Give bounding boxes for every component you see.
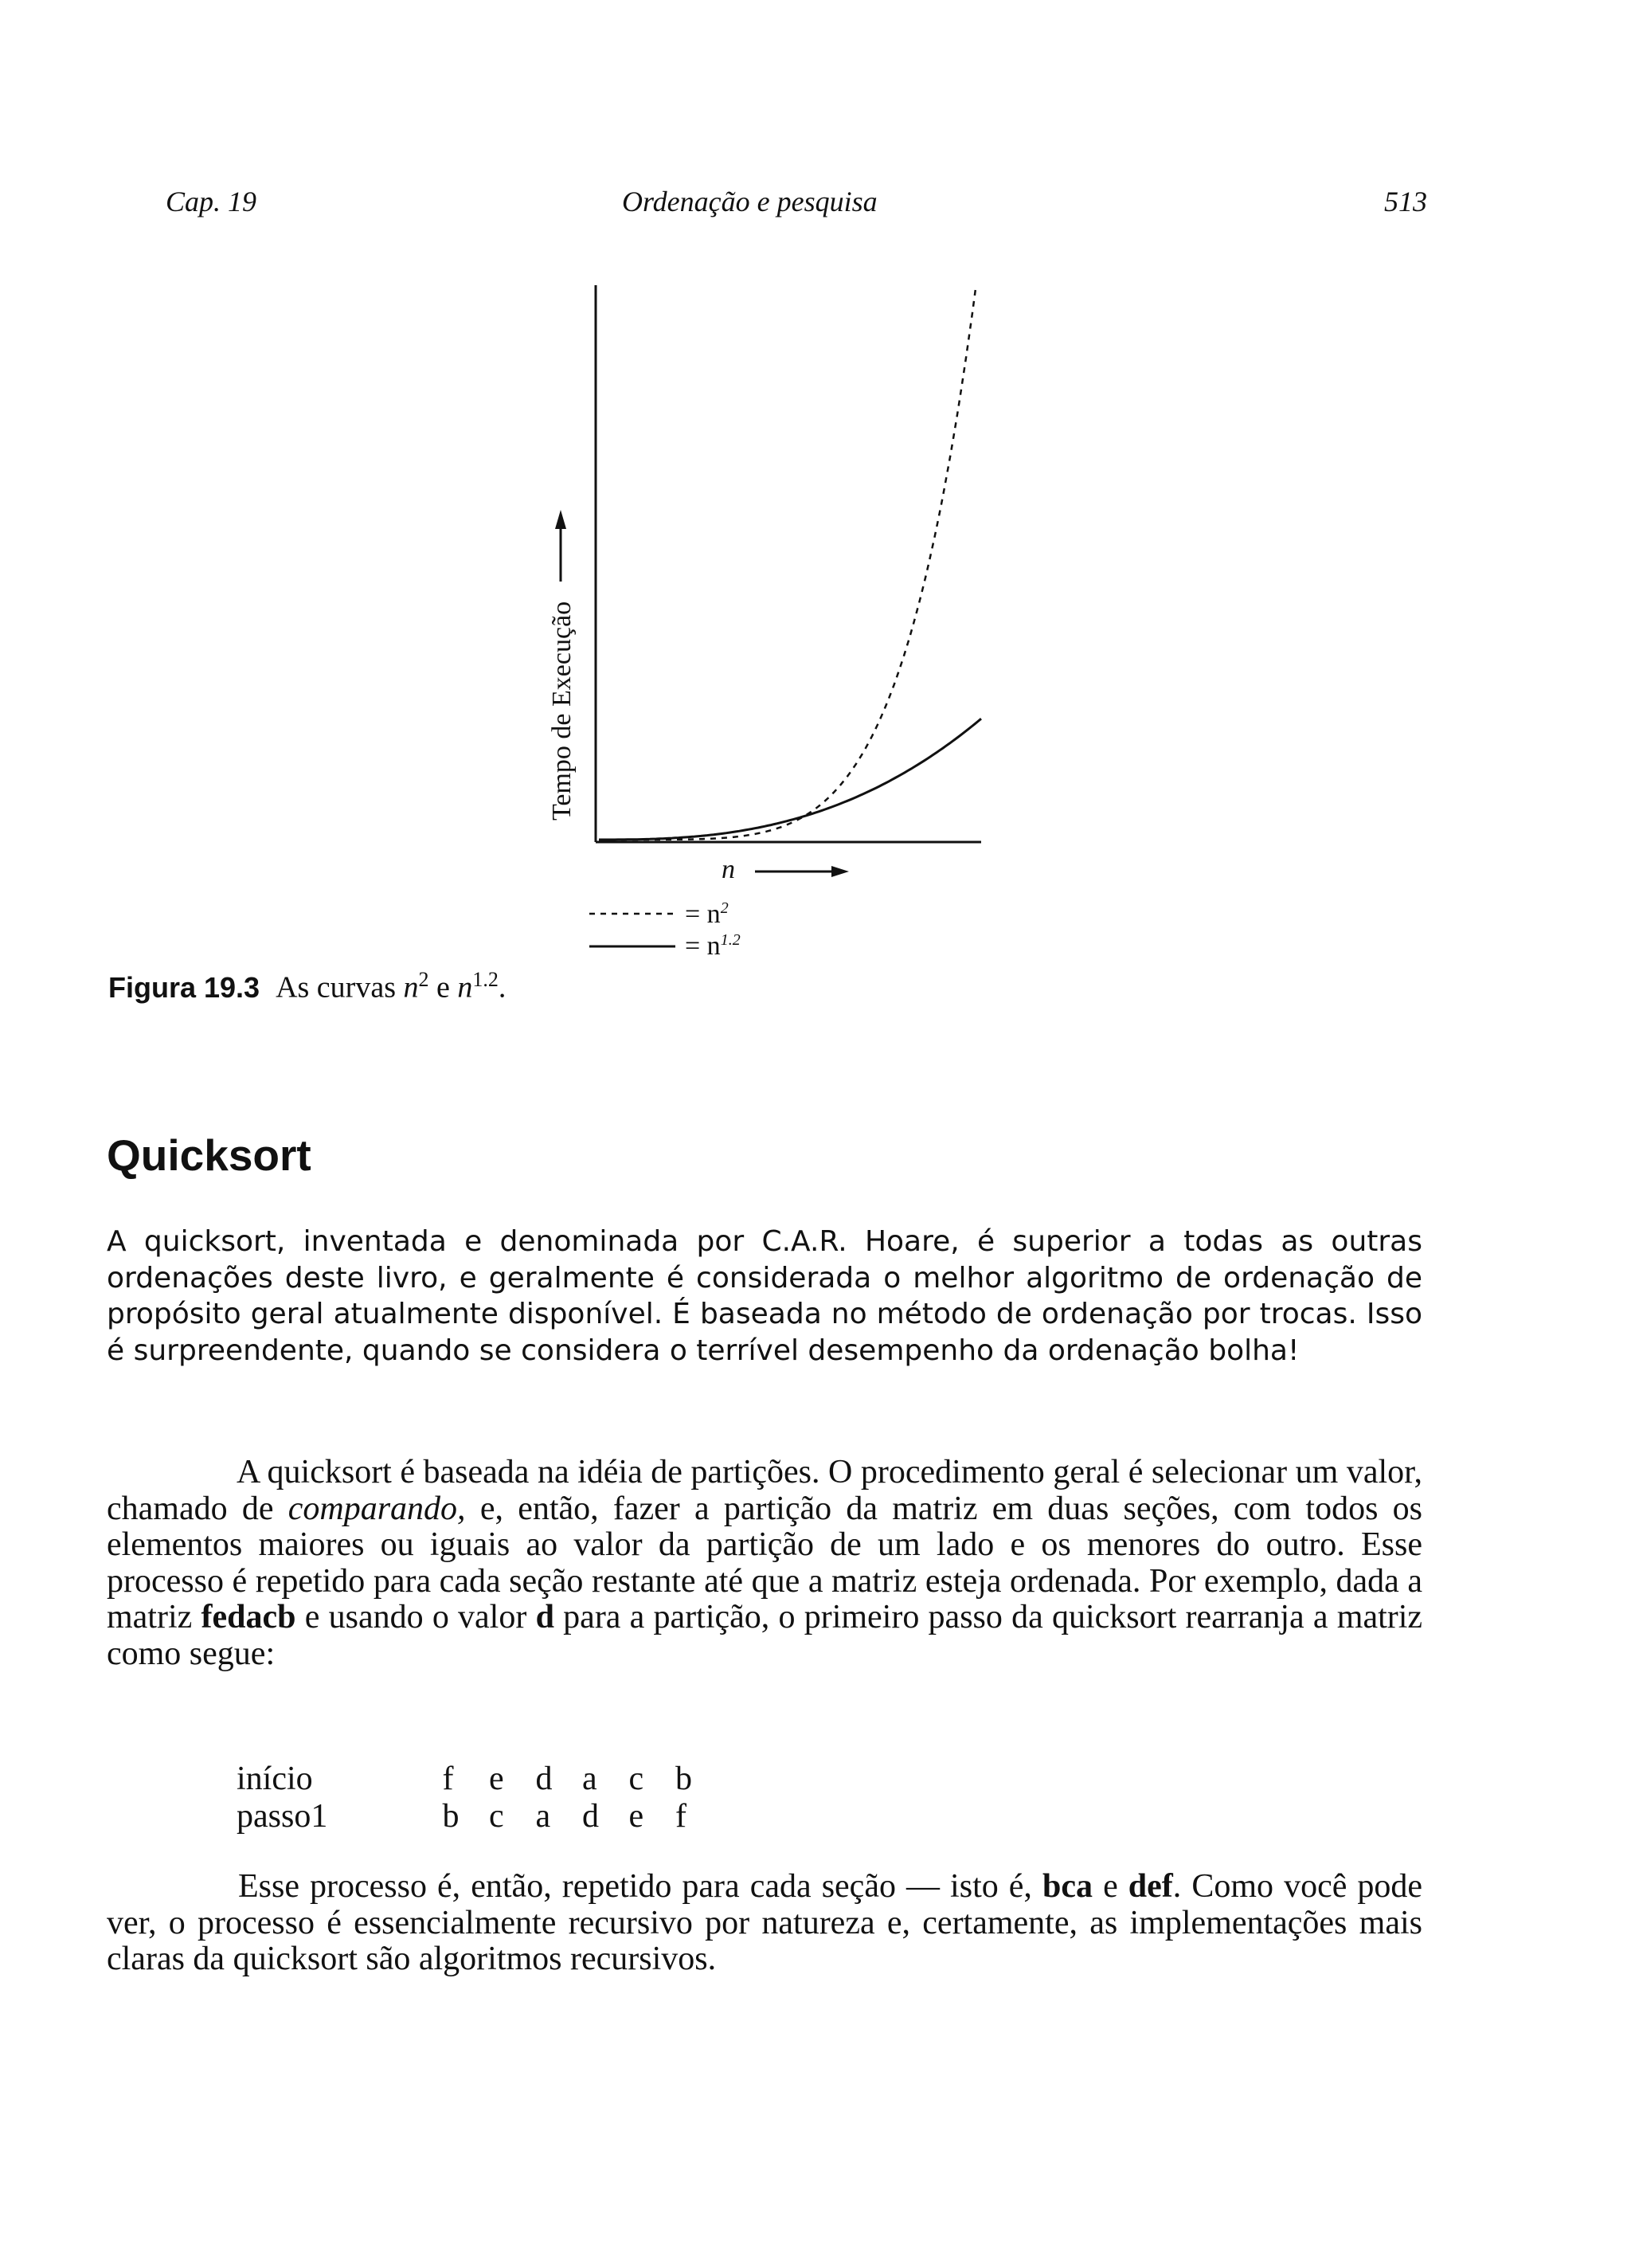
sequence-letter: b: [442, 1798, 460, 1835]
sequence-row-start: [237, 1760, 714, 1798]
p2-bold-array: fedacb: [201, 1599, 296, 1635]
p3-text-a: Esse processo é, então, repetido para cada seção — isto é,: [238, 1868, 1032, 1905]
legend-label-n2: = $n^2$: [685, 899, 729, 929]
paragraph-2: [107, 1455, 1422, 1672]
p2-text-c: e usando o valor: [304, 1599, 527, 1635]
caption-var-2: n: [457, 970, 473, 1005]
p3-bold-right: def: [1128, 1868, 1173, 1905]
p3-bold-left: bca: [1042, 1868, 1093, 1905]
p2-text-d: para a partição, o primeiro passo da quicksort rearranja a matriz como segue:: [107, 1599, 1423, 1672]
sequence-letter: b: [675, 1761, 692, 1797]
x-axis-label: n: [722, 855, 735, 884]
sequence-letter: e: [489, 1761, 504, 1797]
x-axis-arrowhead: [831, 866, 849, 877]
chapter-label: Cap. 19: [166, 186, 257, 217]
sequence-letter: d: [582, 1798, 599, 1835]
growth-curves-figure: [0, 0, 1631, 956]
sequence-letter: f: [442, 1761, 454, 1797]
sequence-letter: c: [489, 1798, 504, 1835]
p2-text-b: e, então, fazer a partição da matriz em duas seções, com todos os elementos maiores ou iguais ao valor da partição de um lado e os menores do outro. Esse processo é repetido para cada seção restante até que a matriz esteja ordenada. Por exemplo, dada a matriz: [107, 1490, 1423, 1635]
p3-text-c: . Como você pode ver, o processo é essencialmente recursivo por natureza e, certamente, as implementações mais claras da quicksort são algoritmos recursivos.: [107, 1868, 1423, 1977]
sequence-letter: c: [628, 1761, 644, 1797]
p2-bold-pivot: d: [535, 1599, 554, 1635]
paragraph-1: A quicksort, inventada e denominada por C.A.R. Hoare, é superior a todas as outras ordenações deste livro, e geralmente é considerada o melhor algoritmo de ordenação de propósito geral atualmente disponível. É baseada no método de ordenação por trocas. Isso é surpreendente, quando se considera o terrível desempenho da ordenação bolha!: [107, 1225, 1422, 1367]
p2-emphasis: comparando,: [287, 1490, 466, 1527]
caption-conj: e: [436, 970, 450, 1005]
section-heading: Quicksort: [107, 1130, 311, 1180]
sequence-letter: d: [535, 1761, 553, 1797]
sequence-label-step1: passo1: [237, 1798, 328, 1835]
y-axis-arrowhead: [555, 510, 566, 529]
caption-exp-2: 1.2: [472, 968, 499, 991]
caption-text: As curvas: [276, 970, 396, 1005]
paragraph-3: [107, 1869, 1422, 1978]
sequence-label-start: início: [237, 1761, 313, 1797]
caption-end: .: [498, 970, 507, 1005]
sequence-row-step1: [237, 1797, 714, 1835]
caption-exp-1: 2: [418, 968, 429, 991]
sequence-letter: f: [675, 1798, 686, 1835]
p2-text-a: A quicksort é baseada na idéia de partições. O procedimento geral é selecionar um valor, chamado de: [107, 1454, 1422, 1527]
curve-n-1-2: [599, 719, 981, 840]
sequence-letter: e: [628, 1798, 644, 1835]
page-number: 513: [1384, 186, 1427, 217]
curve-n-squared: [599, 290, 976, 840]
figure-caption: [108, 968, 506, 1005]
caption-var-1: n: [403, 970, 419, 1005]
sequence-letter: a: [535, 1798, 551, 1835]
running-title: Ordenação e pesquisa: [622, 186, 878, 217]
y-axis-label: Tempo de Execução: [547, 601, 577, 821]
legend-label-n12: = $n^{1.2}$: [685, 931, 741, 956]
sequence-letter: a: [582, 1761, 597, 1797]
p3-text-b: e: [1103, 1868, 1118, 1905]
figure-number: Figura 19.3: [108, 970, 260, 1004]
